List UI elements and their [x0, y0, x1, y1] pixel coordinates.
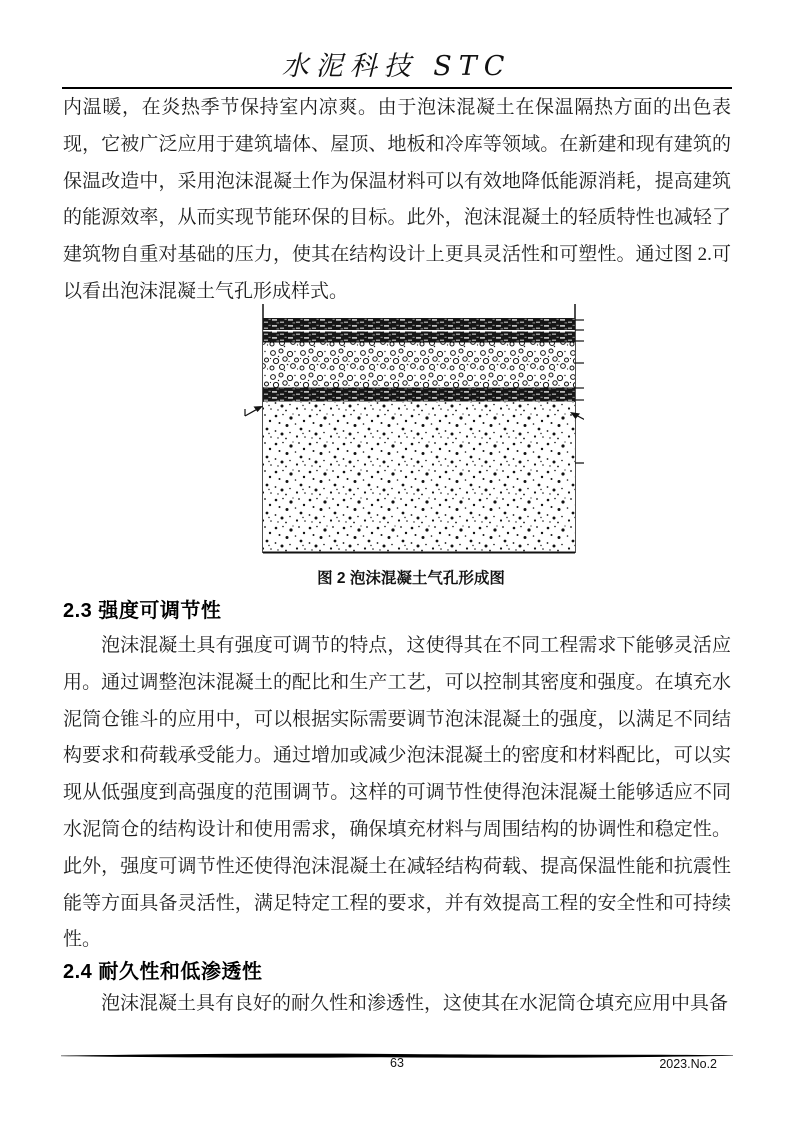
paragraph-intro: 内温暖，在炎热季节保持室内凉爽。由于泡沫混凝土在保温隔热方面的出色表现，它被广泛应用于建筑墙体、屋顶、地板和冷库等领域。在新建和现有建筑的保温改造中，采用泡沫混凝土作为保温材料可以有效地降低能源消耗，提高建筑的能源效率，从而实现节能环保的目标。此外，泡沫混凝土的轻质特性也减轻了建筑物自重对基础的压力，使其在结构设计上更具灵活性和可塑性。通过图 2.可以看出泡沫混凝土气孔形成样式。 — [63, 97, 731, 302]
figure-drawing — [239, 300, 584, 558]
section-2-3-body: 泡沫混凝土具有强度可调节的特点，这使得其在不同工程需求下能够灵活应用。通过调整泡沫混凝土的配比和生产工艺，可以控制其密度和强度。在填充水泥筒仓锥斗的应用中，可以根据实际需要调节泡沫混凝土的强度，以满足不同结构要求和荷载承受能力。通过增加或减少泡沫混凝土的密度和材料配比，可以实现从低强度到高强度的范围调节。这样的可调节性使得泡沫混凝土能够适应不同水泥筒仓的结构设计和使用需求，确保填充材料与周围结构的协调性和稳定性。此外，强度可调节性还使得泡沫混凝土在减轻结构荷载、提高保温性能和抗震性能等方面具备灵活性，满足特定工程的要求，并有效提高工程的安全性和可持续性。 — [63, 635, 731, 951]
figure-caption: 图 2 泡沫混凝土气孔形成图 — [317, 570, 505, 587]
pore-formation-figure — [239, 300, 584, 558]
section-heading-2-4: 2.4 耐久性和低渗透性 — [63, 961, 263, 983]
page-number: 63 — [390, 1056, 404, 1070]
section-heading-2-3: 2.3 强度可调节性 — [63, 600, 222, 622]
header-rule — [62, 87, 732, 89]
issue-label: 2023.No.2 — [659, 1057, 717, 1071]
footer — [63, 1056, 731, 1074]
footer-rule — [61, 1047, 733, 1055]
journal-title: 水泥科技 STC — [281, 51, 512, 82]
section-2-4-body: 泡沫混凝土具有良好的耐久性和渗透性，这使其在水泥筒仓填充应用中具备 — [101, 993, 729, 1014]
